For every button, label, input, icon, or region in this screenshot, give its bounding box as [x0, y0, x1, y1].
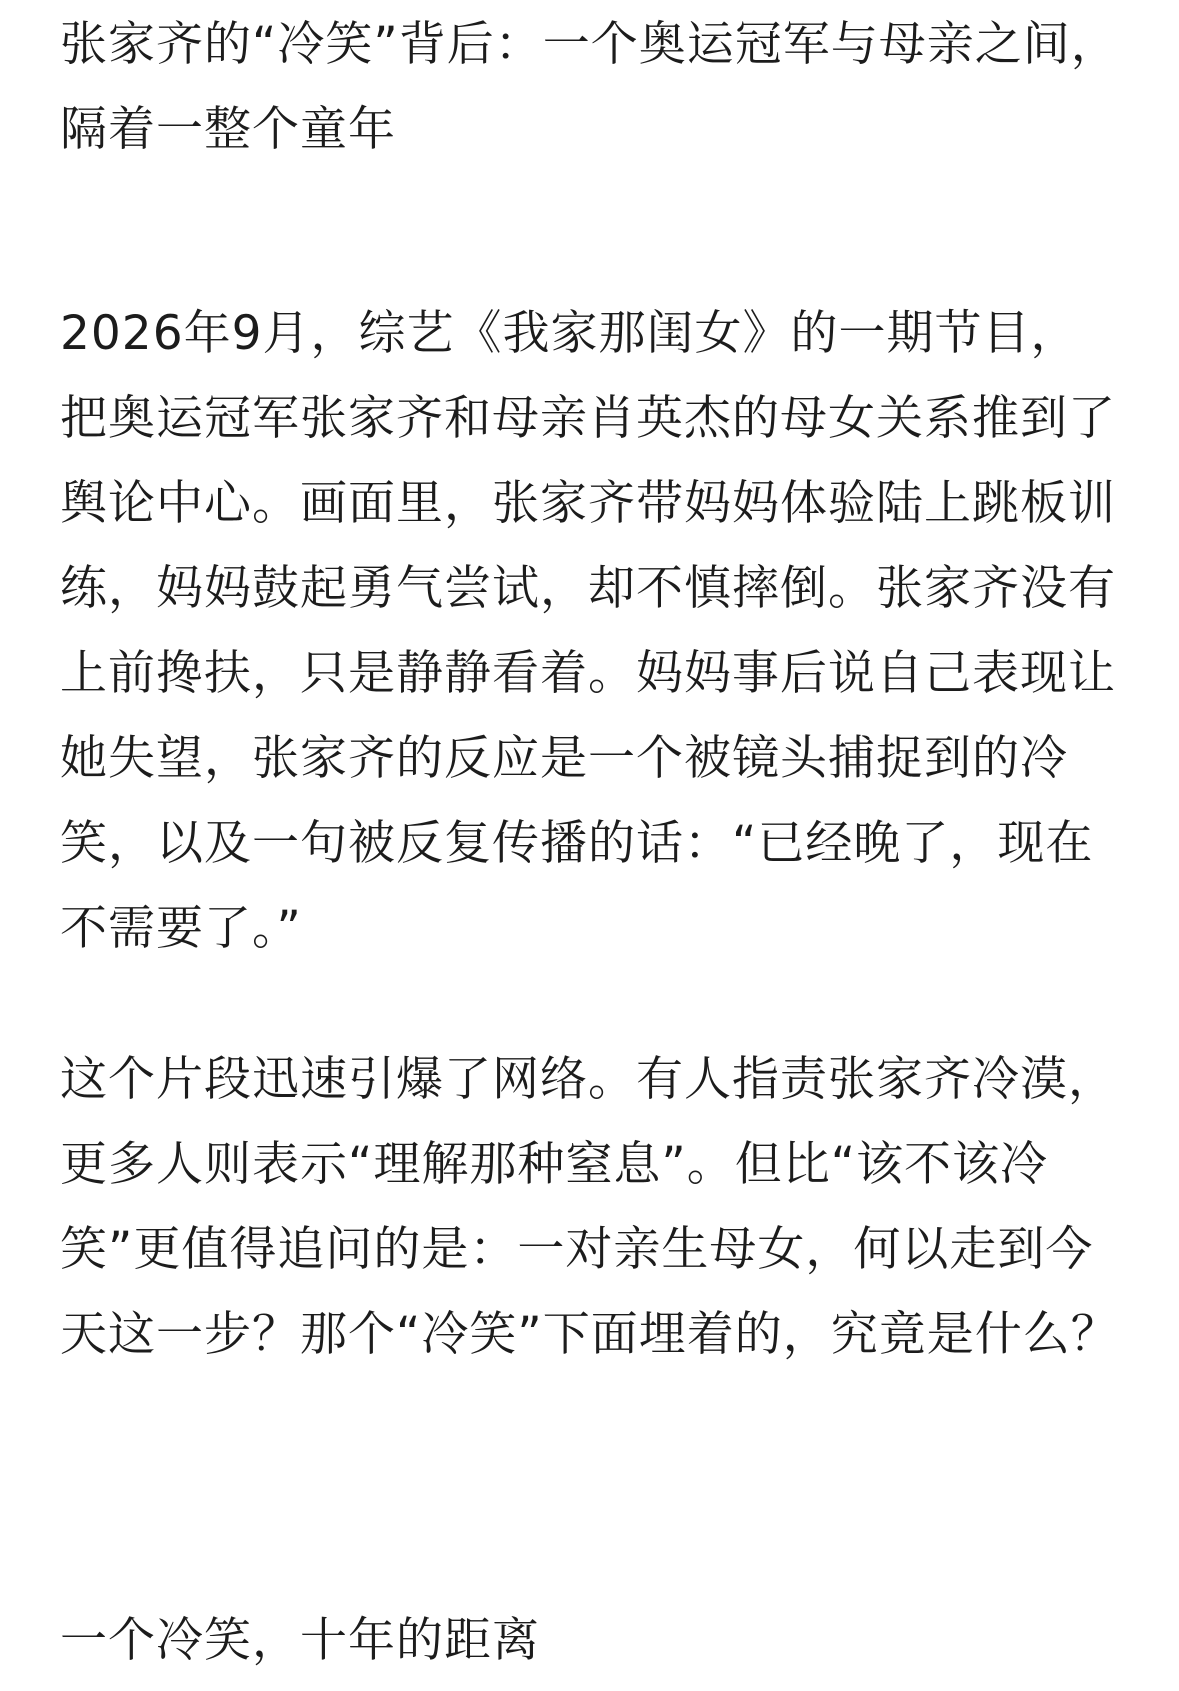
article-paragraph-2: 这个片段迅速引爆了网络。有人指责张家齐冷漠，更多人则表示“理解那种窒息”。但比“该不该冷笑”更值得追问的是：一对亲生母女，何以走到今天这一步？那个“冷笑”下面埋着的，究竟是什么？: [60, 1052, 1119, 1362]
article-title: 张家齐的“冷笑”背后：一个奥运冠军与母亲之间，隔着一整个童年: [60, 17, 1119, 157]
article-subheading: 一个冷笑，十年的距离: [60, 1613, 540, 1668]
article-paragraph-1: 2026年9月，综艺《我家那闺女》的一期节目，把奥运冠军张家齐和母亲肖英杰的母女关系推到了舆论中心。画面里，张家齐带妈妈体验陆上跳板训练，妈妈鼓起勇气尝试，却不慎摔倒。张家齐没有上前搀扶，只是静静看着。妈妈事后说自己表现让她失望，张家齐的反应是一个被镜头捕捉到的冷笑，以及一句被反复传播的话：“已经晚了，现在不需要了。”: [60, 306, 1116, 956]
